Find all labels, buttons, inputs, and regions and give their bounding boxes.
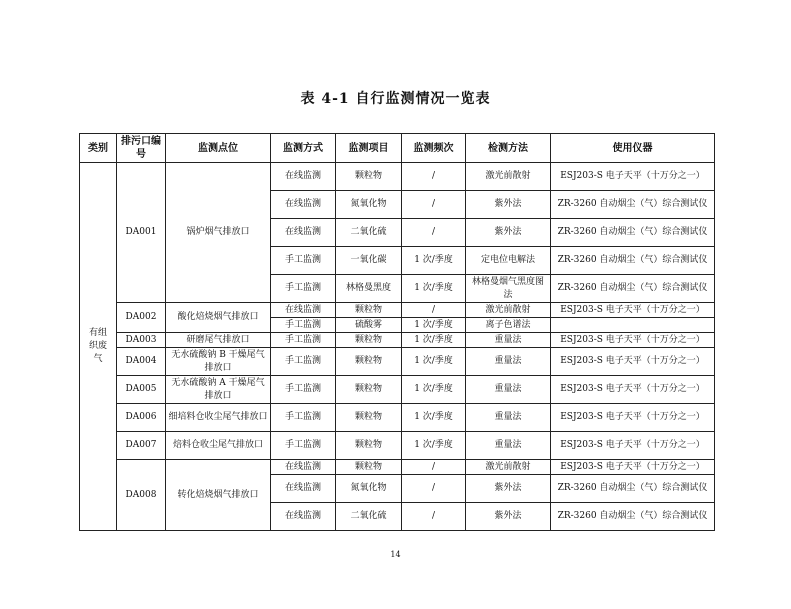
mode-cell: 手工监测 — [271, 247, 336, 275]
header-cell: 使用仪器 — [551, 134, 715, 163]
instrument-cell: ESJ203-S 电子天平（十万分之一） — [551, 432, 715, 460]
table-title: 表 4-1 自行监测情况一览表 — [300, 91, 491, 107]
header-cell: 监测点位 — [166, 134, 271, 163]
freq-cell: 1 次/季度 — [402, 404, 466, 432]
instrument-cell: ZR-3260 自动烟尘（气）综合测试仪 — [551, 503, 715, 531]
method-cell: 紫外法 — [466, 503, 551, 531]
mode-cell: 手工监测 — [271, 432, 336, 460]
method-cell: 重量法 — [466, 348, 551, 376]
page-number: 14 — [390, 550, 401, 559]
mode-cell: 在线监测 — [271, 503, 336, 531]
instrument-cell: ESJ203-S 电子天平（十万分之一） — [551, 303, 715, 318]
freq-cell: / — [402, 303, 466, 318]
table-row — [80, 460, 715, 475]
instrument-cell: ZR-3260 自动烟尘（气）综合测试仪 — [551, 475, 715, 503]
instrument-cell: ESJ203-S 电子天平（十万分之一） — [551, 460, 715, 475]
category-cell: 有组织废气 — [80, 163, 117, 531]
outlet-code-cell: DA007 — [117, 432, 166, 460]
outlet-point-cell: 转化焙烧烟气排放口 — [166, 460, 271, 531]
outlet-point-cell: 焙料仓收尘尾气排放口 — [166, 432, 271, 460]
freq-cell: / — [402, 475, 466, 503]
table-row — [80, 376, 715, 404]
method-cell: 重量法 — [466, 432, 551, 460]
table-row — [80, 404, 715, 432]
freq-cell: 1 次/季度 — [402, 333, 466, 348]
instrument-cell: ZR-3260 自动烟尘（气）综合测试仪 — [551, 191, 715, 219]
outlet-code-cell: DA003 — [117, 333, 166, 348]
header-row — [80, 134, 715, 163]
outlet-code-cell: DA005 — [117, 376, 166, 404]
freq-cell: / — [402, 163, 466, 191]
method-cell: 激光前散射 — [466, 163, 551, 191]
mode-cell: 在线监测 — [271, 163, 336, 191]
item-cell: 二氧化硫 — [336, 503, 402, 531]
method-cell: 紫外法 — [466, 191, 551, 219]
item-cell: 一氧化碳 — [336, 247, 402, 275]
method-cell: 激光前散射 — [466, 460, 551, 475]
item-cell: 颗粒物 — [336, 303, 402, 318]
header-cell: 监测频次 — [402, 134, 466, 163]
item-cell: 氮氧化物 — [336, 475, 402, 503]
table-row — [80, 432, 715, 460]
instrument-cell: ZR-3260 自动烟尘（气）综合测试仪 — [551, 219, 715, 247]
mode-cell: 手工监测 — [271, 318, 336, 333]
mode-cell: 手工监测 — [271, 275, 336, 303]
header-cell: 检测方法 — [466, 134, 551, 163]
item-cell: 硫酸雾 — [336, 318, 402, 333]
method-cell: 重量法 — [466, 404, 551, 432]
instrument-cell: ZR-3260 自动烟尘（气）综合测试仪 — [551, 247, 715, 275]
freq-cell: 1 次/季度 — [402, 318, 466, 333]
method-cell: 紫外法 — [466, 475, 551, 503]
mode-cell: 手工监测 — [271, 376, 336, 404]
outlet-code-cell: DA004 — [117, 348, 166, 376]
outlet-point-cell: 无水硫酸钠 A 干燥尾气排放口 — [166, 376, 271, 404]
method-cell: 重量法 — [466, 333, 551, 348]
item-cell: 颗粒物 — [336, 163, 402, 191]
method-cell: 林格曼烟气黑度图法 — [466, 275, 551, 303]
item-cell: 颗粒物 — [336, 404, 402, 432]
instrument-cell: ESJ203-S 电子天平（十万分之一） — [551, 376, 715, 404]
method-cell: 激光前散射 — [466, 303, 551, 318]
monitoring-table — [79, 133, 715, 531]
instrument-cell — [551, 318, 715, 333]
outlet-point-cell: 锅炉烟气排放口 — [166, 163, 271, 303]
header-cell: 监测方式 — [271, 134, 336, 163]
outlet-point-cell: 酸化焙烧烟气排放口 — [166, 303, 271, 333]
instrument-cell: ESJ203-S 电子天平（十万分之一） — [551, 404, 715, 432]
instrument-cell: ESJ203-S 电子天平（十万分之一） — [551, 348, 715, 376]
freq-cell: 1 次/季度 — [402, 432, 466, 460]
mode-cell: 在线监测 — [271, 219, 336, 247]
mode-cell: 在线监测 — [271, 303, 336, 318]
header-cell: 类别 — [80, 134, 117, 163]
header-cell: 监测项目 — [336, 134, 402, 163]
freq-cell: 1 次/季度 — [402, 275, 466, 303]
mode-cell: 手工监测 — [271, 333, 336, 348]
freq-cell: 1 次/季度 — [402, 247, 466, 275]
mode-cell: 在线监测 — [271, 191, 336, 219]
mode-cell: 手工监测 — [271, 404, 336, 432]
outlet-code-cell: DA002 — [117, 303, 166, 333]
item-cell: 颗粒物 — [336, 432, 402, 460]
outlet-point-cell: 研磨尾气排放口 — [166, 333, 271, 348]
item-cell: 颗粒物 — [336, 376, 402, 404]
header-cell: 排污口编号 — [117, 134, 166, 163]
item-cell: 颗粒物 — [336, 460, 402, 475]
instrument-cell: ZR-3260 自动烟尘（气）综合测试仪 — [551, 275, 715, 303]
mode-cell: 在线监测 — [271, 475, 336, 503]
item-cell: 二氧化硫 — [336, 219, 402, 247]
instrument-cell: ESJ203-S 电子天平（十万分之一） — [551, 333, 715, 348]
freq-cell: / — [402, 191, 466, 219]
freq-cell: / — [402, 460, 466, 475]
instrument-cell: ESJ203-S 电子天平（十万分之一） — [551, 163, 715, 191]
item-cell: 颗粒物 — [336, 333, 402, 348]
outlet-code-cell: DA008 — [117, 460, 166, 531]
method-cell: 紫外法 — [466, 219, 551, 247]
method-cell: 离子色谱法 — [466, 318, 551, 333]
item-cell: 颗粒物 — [336, 348, 402, 376]
mode-cell: 在线监测 — [271, 460, 336, 475]
outlet-code-cell: DA001 — [117, 163, 166, 303]
freq-cell: 1 次/季度 — [402, 348, 466, 376]
table-row — [80, 348, 715, 376]
outlet-point-cell: 无水硫酸钠 B 干燥尾气排放口 — [166, 348, 271, 376]
table-row — [80, 333, 715, 348]
table-row — [80, 163, 715, 191]
mode-cell: 手工监测 — [271, 348, 336, 376]
freq-cell: / — [402, 503, 466, 531]
freq-cell: 1 次/季度 — [402, 376, 466, 404]
item-cell: 氮氧化物 — [336, 191, 402, 219]
freq-cell: / — [402, 219, 466, 247]
outlet-code-cell: DA006 — [117, 404, 166, 432]
item-cell: 林格曼黑度 — [336, 275, 402, 303]
method-cell: 重量法 — [466, 376, 551, 404]
table-row — [80, 303, 715, 318]
method-cell: 定电位电解法 — [466, 247, 551, 275]
outlet-point-cell: 细培料仓收尘尾气排放口 — [166, 404, 271, 432]
